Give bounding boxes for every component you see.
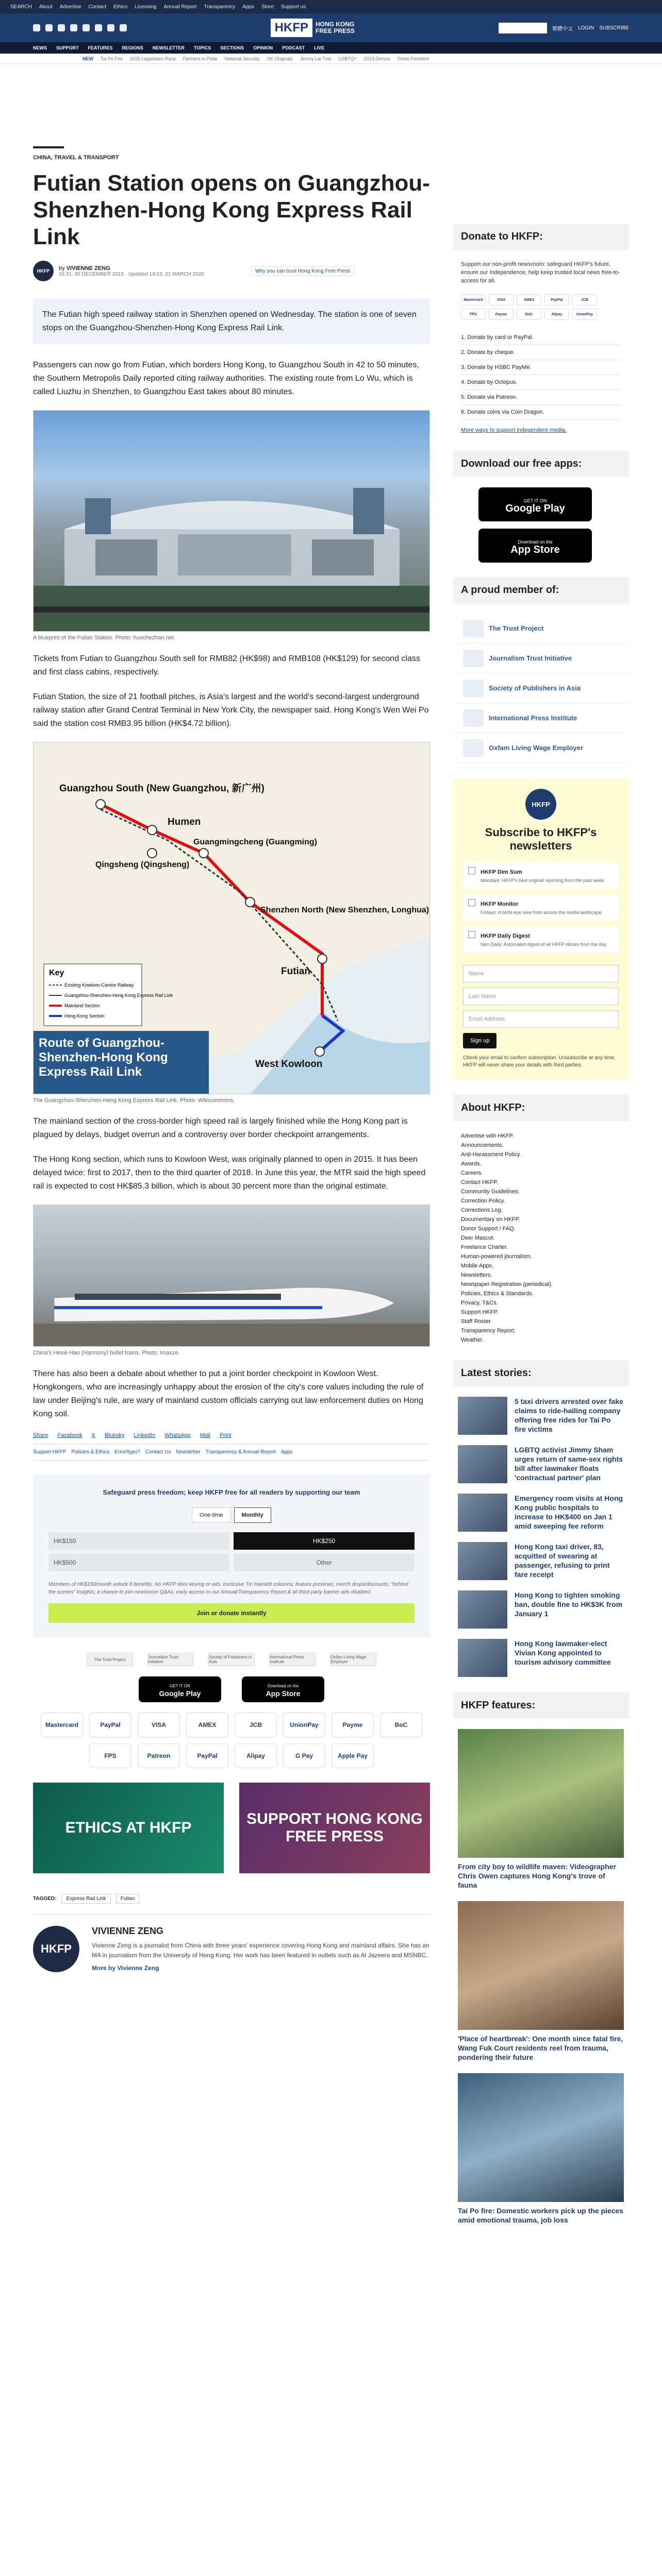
card-logo: Alipay <box>544 309 569 320</box>
google-play-button[interactable]: GET IT ON Google Play <box>139 1676 221 1702</box>
amount-options <box>48 1532 415 1571</box>
map-title: Route of Guangzhou-Shenzhen-Hong Kong Express Rail Link <box>39 1036 168 1079</box>
map-station-label: Qingsheng (Qingsheng) <box>95 860 190 869</box>
feature-photo <box>458 1729 624 1858</box>
futian-station-render-image <box>33 410 430 632</box>
sidebar-app-buttons <box>453 487 629 563</box>
checkbox[interactable] <box>468 867 475 874</box>
station-illustration <box>34 411 430 632</box>
topbar-advertise[interactable]: Advertise <box>59 4 81 10</box>
about-link[interactable]: Careers. <box>461 1170 483 1176</box>
newsletter-fineprint: Check your email to confirm subscription. Unsubscribe at any time. HKFP will never share your details with third parties. <box>463 1055 616 1068</box>
amount-option[interactable]: HK$500 <box>48 1554 229 1571</box>
header <box>0 13 662 42</box>
apps-heading: Download our free apps: <box>453 451 629 477</box>
feature-photo <box>458 2073 624 2202</box>
topbar-about[interactable]: About <box>39 4 53 10</box>
trust-project-icon <box>463 620 484 637</box>
about-link[interactable]: Correction Policy. <box>461 1198 505 1204</box>
nav-sections[interactable]: SECTIONS <box>220 45 244 50</box>
logo-text: HONG KONG FREE PRESS <box>316 21 355 35</box>
promo-tiles <box>33 1783 430 1873</box>
nav-features[interactable]: FEATURES <box>88 45 113 50</box>
rail-link-map-image <box>33 742 430 1094</box>
card-logo: VISA <box>489 294 514 306</box>
train-illustration <box>34 1205 430 1347</box>
map-key-item: Hong Kong Section <box>64 1013 105 1019</box>
app-store-buttons <box>33 1676 430 1702</box>
latest-story[interactable]: 5 taxi drivers arrested over fake claims to ride-hailing company offering free rides for Tai Po fire victims <box>453 1397 629 1435</box>
trust-project-logo[interactable]: The Trust Project <box>87 1653 133 1666</box>
payment-logo: Patreon <box>138 1743 180 1768</box>
card-logo: Mastercard <box>461 294 486 306</box>
logo-mark: HKFP <box>271 19 312 37</box>
payment-logo: BoC <box>380 1713 422 1737</box>
amount-option[interactable]: HK$150 <box>48 1532 229 1550</box>
map-station-label: Guangmingcheng (Guangming) <box>193 838 317 846</box>
feature-stories <box>453 1729 629 2225</box>
facebook-icon[interactable] <box>33 24 40 31</box>
member-ipi[interactable]: International Press Institute <box>453 703 629 733</box>
tags <box>33 1894 437 1904</box>
card-logo: Payme <box>489 309 514 320</box>
member-jti[interactable]: Journalism Trust Initiative <box>453 643 629 673</box>
author-box <box>33 1914 430 1972</box>
feature-photo <box>458 1901 624 2030</box>
donate-heading: Donate to HKFP: <box>453 224 629 250</box>
topbar-support[interactable]: Support us <box>280 4 306 10</box>
feature-story[interactable]: From city boy to wildlife maven: Videographer Chris Owen captures Hong Kong's trove of fauna <box>453 1729 629 1890</box>
story-thumbnail <box>458 1445 507 1483</box>
nav-topics[interactable]: TOPICS <box>193 45 211 50</box>
about-links <box>453 1131 629 1345</box>
share-mail[interactable]: Mail <box>200 1432 211 1438</box>
member-logos <box>33 1653 430 1666</box>
instagram-icon[interactable] <box>58 24 65 31</box>
about-link[interactable]: Community Guidelines. <box>461 1189 520 1195</box>
join-donate-button[interactable]: Join or donate instantly <box>48 1603 415 1623</box>
email-field[interactable]: Email Address <box>463 1010 619 1028</box>
trending-link[interactable]: Jimmy Lai Trial <box>300 56 332 61</box>
card-logo: FPS <box>461 309 486 320</box>
latest-stories <box>453 1397 629 1677</box>
author-box-avatar: HKFP <box>33 1926 79 1972</box>
subscribe-link[interactable]: SUBSCRIBE <box>599 25 629 31</box>
donate-way-link[interactable]: 2. Donate by cheque. <box>461 345 621 360</box>
threads-icon[interactable] <box>70 24 77 31</box>
story-thumbnail <box>458 1397 507 1435</box>
card-logo: UnionPay <box>572 309 597 320</box>
article-paragraph: The Hong Kong section, which runs to Kowloon West, was originally planned to open in 2015. It has been delayed twice: first to 2017, then to the third quarter of 2018. In June this year, the MTR said the high speed rail is expected to cost HK$85.3 billion, which is about 30 percent more than the original estimate. <box>33 1155 426 1191</box>
newsletter-heading: Subscribe to HKFP's newsletters <box>485 826 597 852</box>
article-footer-links <box>33 1444 430 1461</box>
article-category[interactable]: CHINA, TRAVEL & TRANSPORT <box>33 146 64 161</box>
payment-logo: G Pay <box>283 1743 325 1768</box>
trending-link[interactable]: HK Originals <box>267 56 293 61</box>
tag[interactable]: Futian <box>116 1894 140 1904</box>
payment-logo: Apple Pay <box>332 1743 374 1768</box>
author-bio: Vivienne Zeng is a journalist from China with three years' experience covering Hong Kong and mainland affairs. She has an MA in journalism from the University of Hong Kong. Her work has been featured in outlets such as Al Jazeera and MSNBC. <box>92 1942 429 1959</box>
donate-way-link[interactable]: 6. Donate coins via Coin Dragon. <box>461 405 621 420</box>
newsletter-option[interactable]: HKFP Daily Digest 9am Daily: Automated digest of all HKFP stories from the day. <box>463 926 619 953</box>
x-icon[interactable] <box>45 24 53 31</box>
features-heading: HKFP features: <box>453 1692 629 1719</box>
story-thumbnail <box>458 1494 507 1532</box>
sopa-icon <box>463 680 484 697</box>
payment-logo: PayPal <box>186 1743 228 1768</box>
utility-bar <box>0 0 662 13</box>
about-link[interactable]: Support HKFP. <box>461 1309 499 1315</box>
donation-widget <box>33 1474 430 1637</box>
last-name-field[interactable]: Last Name <box>463 988 619 1005</box>
ipi-logo[interactable]: International Press Institute <box>269 1653 316 1666</box>
proud-member-heading: A proud member of: <box>453 577 629 603</box>
amount-other[interactable]: Other <box>234 1554 415 1571</box>
jti-logo[interactable]: Journalism Trust Initiative <box>147 1653 194 1666</box>
map-key-item: Existing Kowloon-Canton Railway <box>64 982 134 988</box>
footer-link[interactable]: Support HKFP <box>33 1449 67 1455</box>
share-x[interactable]: X <box>91 1432 96 1438</box>
topbar-apps[interactable]: Apps <box>242 4 254 10</box>
footer-link[interactable]: Transparency & Annual Report <box>205 1449 276 1455</box>
tag[interactable]: Express Rail Link <box>61 1894 110 1904</box>
article-paragraph: There has also been a debate about whether to put a joint border checkpoint in Kowloon West. Hongkongers, who are increasingly unhappy about the erosion of the city's core values including the rule of law under Beijing's rule, are wary of mainland custom officials carrying out law enforcement duties on Hong Kong soil. <box>33 1369 424 1418</box>
about-link[interactable]: Documentary on HKFP. <box>461 1216 520 1223</box>
nav-opinion[interactable]: OPINION <box>253 45 273 50</box>
nav-live[interactable]: LIVE <box>314 45 325 50</box>
support-hkfp-button[interactable]: SUPPORT HKFP <box>499 23 547 33</box>
share-whatsapp[interactable]: WhatsApp <box>164 1432 191 1438</box>
donate-way-link[interactable]: 5. Donate via Patreon. <box>461 390 621 405</box>
topbar-licensing[interactable]: Licensing <box>135 4 157 10</box>
map-station-label: Shenzhen North (New Shenzhen, Longhua) <box>260 906 429 914</box>
map-station-label: West Kowloon <box>255 1059 323 1070</box>
first-name-field[interactable]: Name <box>463 965 619 982</box>
footer-link[interactable]: Apps <box>280 1449 293 1455</box>
about-link[interactable]: Policies, Ethics & Standards. <box>461 1291 534 1297</box>
article-paragraph: The mainland section of the cross-border high speed rail is largely finished while the Hong Kong part is plagued by delays, budget overrun and a controversy over border checkpoint arrangements. <box>33 1117 408 1139</box>
map-key-title: Key <box>49 969 64 977</box>
amount-option-selected[interactable]: HK$250 <box>234 1532 415 1550</box>
share-linkedin[interactable]: LinkedIn <box>134 1432 156 1438</box>
latest-story[interactable]: Hong Kong taxi driver, 83, acquitted of swearing at passenger, refusing to print fare receipt <box>453 1542 629 1580</box>
author-name[interactable]: by VIVIENNE ZENG <box>59 265 110 272</box>
card-logo: AMEX <box>517 294 541 306</box>
article-title: Futian Station opens on Guangzhou-Shenzhen-Hong Kong Express Rail Link <box>33 171 430 249</box>
support-promo[interactable]: SUPPORT HONG KONG FREE PRESS <box>239 1783 430 1873</box>
trending-link[interactable]: 2025 Legislative Race <box>130 56 176 61</box>
story-thumbnail <box>458 1639 507 1677</box>
payment-logo: AMEX <box>186 1713 228 1737</box>
payment-logo: PayPal <box>89 1713 131 1737</box>
footer-link[interactable]: Newsletter <box>176 1449 201 1455</box>
trust-link[interactable]: Why you can trust Hong Kong Free Press <box>251 266 355 276</box>
donate-way-link[interactable]: 3. Donate by HSBC PayMe. <box>461 360 621 375</box>
trending-link[interactable]: Partners in Pride <box>183 56 218 61</box>
about-link[interactable]: Donor Support / FAQ. <box>461 1226 516 1232</box>
ipi-icon <box>463 709 484 727</box>
share-facebook[interactable]: Facebook <box>57 1432 82 1438</box>
topbar-store[interactable]: Store <box>261 4 274 10</box>
about-link[interactable]: Anti-Harassment Policy. <box>461 1151 521 1158</box>
about-link[interactable]: Newspaper Registration (periodical). <box>461 1281 553 1287</box>
monthly-option[interactable]: Monthly <box>234 1507 271 1523</box>
site-logo[interactable] <box>271 19 355 37</box>
about-link[interactable]: Awards. <box>461 1161 482 1167</box>
nav-newsletter[interactable]: NEWSLETTER <box>152 45 185 50</box>
donation-heading: Safeguard press freedom; keep HKFP free for all readers by supporting our team <box>103 1488 360 1496</box>
latest-story[interactable]: LGBTQ activist Jimmy Sham urges return of same-sex rights bill after lawmaker floats 'contractual partner' plan <box>453 1445 629 1483</box>
topbar-search[interactable]: SEARCH <box>10 4 32 10</box>
trending-link[interactable]: National Security <box>224 56 260 61</box>
oxfam-logo[interactable]: Oxfam Living Wage Employer <box>330 1653 376 1666</box>
donate-way-link[interactable]: 4. Donate by Octopus. <box>461 375 621 390</box>
payment-methods <box>33 1713 430 1768</box>
payment-logo: Alipay <box>235 1743 277 1768</box>
more-by-author-link[interactable]: More by Vivienne Zeng <box>92 1964 159 1972</box>
frequency-toggle <box>48 1507 415 1523</box>
one-time-option[interactable]: One-time <box>192 1507 230 1523</box>
trending-link[interactable]: Press Freedom <box>397 56 429 61</box>
share-bar <box>33 1432 437 1438</box>
newsletter-option[interactable]: HKFP Dim Sum Mondays: HKFP's best original reporting from the past week. <box>463 862 619 889</box>
about-link[interactable]: Deer Mascot. <box>461 1235 495 1241</box>
about-link[interactable]: Contact HKFP. <box>461 1179 498 1185</box>
rss-icon[interactable] <box>120 24 127 31</box>
card-logo: JCB <box>572 294 597 306</box>
topbar-transparency[interactable]: Transparency <box>204 4 236 10</box>
nav-news[interactable]: NEWS <box>33 45 47 50</box>
share-print[interactable]: Print <box>220 1432 231 1438</box>
topbar-contact[interactable]: Contact <box>88 4 106 10</box>
payment-logo: VISA <box>138 1713 180 1737</box>
about-link[interactable]: Advertise with HKFP. <box>461 1133 514 1139</box>
about-link[interactable]: Mobile Apps. <box>461 1263 493 1269</box>
map-key-item: Mainland Section <box>64 1003 101 1008</box>
trending-new-label: NEW <box>82 56 93 61</box>
nav-podcast[interactable]: PODCAST <box>282 45 305 50</box>
article-paragraph: Passengers can now go from Futian, which borders Hong Kong, to Guangzhou South in 42 to 50 minutes, the Southern Metropolis Daily reported citing railway authorities. The existing route from Lo Wu, which is called Liuzhu in Shenzhen, to Guangzhou East takes about 80 minutes. <box>33 361 419 396</box>
member-list <box>453 614 629 763</box>
map-station-label: Futian <box>281 966 310 977</box>
map-station-label: Humen <box>168 817 201 827</box>
login-link[interactable]: LOGIN <box>578 25 594 31</box>
about-link[interactable]: Human-powered journalism. <box>461 1253 532 1260</box>
payment-logo: Mastercard <box>41 1713 83 1737</box>
about-link[interactable]: Announcements. <box>461 1142 504 1148</box>
share-button[interactable]: Share <box>33 1432 48 1438</box>
youtube-icon[interactable] <box>95 24 102 31</box>
topbar-annual-report[interactable]: Annual Report <box>163 4 197 10</box>
payment-logo: UnionPay <box>283 1713 325 1737</box>
about-link[interactable]: Transparency Report. <box>461 1328 516 1334</box>
donate-card-logos <box>453 294 629 320</box>
sidebar-app-store-button[interactable]: Download on the App Store <box>478 529 592 563</box>
article-lead: The Futian high speed railway station in Shenzhen opened on Wednesday. The station is one of seven stops on the Guangzhou-Shenzhen-Hong Kong Express Rail Link. <box>33 299 430 344</box>
latest-heading: Latest stories: <box>453 1360 629 1386</box>
donate-ways <box>453 330 629 420</box>
checkbox[interactable] <box>468 931 475 938</box>
nav-support[interactable]: SUPPORT <box>56 45 79 50</box>
more-ways-link[interactable]: More ways to support independent media. <box>461 427 567 433</box>
article <box>33 146 437 1972</box>
image-caption: China's Hexie Hao (Harmony) bullet trains. Photo: Imaxze. <box>33 1350 180 1356</box>
footer-link[interactable]: Error/typo? <box>114 1449 140 1455</box>
image-caption: A blueprint of the Futian Station. Photo: huochezhan.net. <box>33 635 175 641</box>
payment-logo: FPS <box>89 1743 131 1768</box>
rail-map <box>34 742 430 1094</box>
about-link[interactable]: Newsletters. <box>461 1272 492 1278</box>
article-dates: 16:31, 30 DECEMBER 2015 · Updated 19:13, 21 MARCH 2020 <box>59 271 204 277</box>
app-store-button[interactable]: Download on the App Store <box>242 1676 324 1702</box>
article-paragraph: Futian Station, the size of 21 football pitches, is Asia's largest and the world's second-largest underground railway station after Grand Central Terminal in New York City, the newspaper said. Hong Kong's Wen Wei Po said the station cost RMB3.95 billion (HK$4.72 billion). <box>33 692 429 728</box>
map-station-label: Guangzhou South (New Guangzhou, 新广州) <box>59 783 264 794</box>
feature-story[interactable]: 'Place of heartbreak': One month since fatal fire, Wang Fuk Court residents reel from trauma, pondering their future <box>453 1901 629 2062</box>
jti-icon <box>463 650 484 667</box>
signup-button[interactable]: Sign up <box>463 1033 496 1048</box>
member-sopa[interactable]: Society of Publishers in Asia <box>453 673 629 703</box>
feature-story[interactable]: Tai Po fire: Domestic workers pick up the pieces amid emotional trauma, job loss <box>453 2073 629 2225</box>
share-bluesky[interactable]: Bluesky <box>105 1432 125 1438</box>
trending-link[interactable]: Tai Po Fire <box>101 56 123 61</box>
article-paragraph: Tickets from Futian to Guangzhou South sell for RMB82 (HK$98) and RMB108 (HK$129) for second class and first class cabins, respectively. <box>33 654 420 676</box>
latest-story[interactable]: Hong Kong to tighten smoking ban, double fine to HK$3K from January 1 <box>453 1590 629 1629</box>
member-oxfam[interactable]: Oxfam Living Wage Employer <box>453 733 629 763</box>
sidebar <box>453 146 629 2236</box>
image-caption: The Guangzhou-Shenzhen-Hong Kong Express Rail Link. Photo: Wikicommons. <box>33 1097 235 1104</box>
about-link[interactable]: Corrections Log. <box>461 1207 503 1213</box>
tags-label: TAGGED: <box>33 1896 57 1902</box>
sidebar-google-play-button[interactable]: GET IT ON Google Play <box>478 487 592 521</box>
newsletter-signup <box>453 778 629 1079</box>
author-box-name[interactable]: VIVIENNE ZENG <box>92 1926 164 1936</box>
story-thumbnail <box>458 1542 507 1580</box>
bluesky-icon[interactable] <box>82 24 90 31</box>
trending-link[interactable]: LGBTQ+ <box>338 56 357 61</box>
author-avatar: HKFP <box>33 261 54 281</box>
about-heading: About HKFP: <box>453 1095 629 1121</box>
latest-story[interactable]: Emergency room visits at Hong Kong public hospitals to increase to HK$400 on Jan 1 amid sweeping fee reform <box>453 1494 629 1532</box>
payment-logo: Payme <box>332 1713 374 1737</box>
map-key-item: Guangzhou-Shenzhen-Hong Kong Express Rail Link <box>64 993 173 998</box>
footer-link[interactable]: Contact Us <box>145 1449 171 1455</box>
newsletter-logo: HKFP <box>525 789 556 820</box>
header-actions <box>499 23 629 33</box>
payment-logo: JCB <box>235 1713 277 1737</box>
about-link[interactable]: Staff Roster. <box>461 1318 492 1325</box>
card-logo: PayPal <box>544 294 569 306</box>
about-link[interactable]: Freelance Charter. <box>461 1244 508 1250</box>
sopa-logo[interactable]: Society of Publishers in Asia <box>208 1653 255 1666</box>
story-thumbnail <box>458 1590 507 1629</box>
language-link[interactable]: 繁體中文 <box>552 26 573 32</box>
main-nav <box>0 42 662 54</box>
newsletter-option[interactable]: HKFP Monitor Fridays: A birds-eye view from across the media landscape. <box>463 894 619 921</box>
about-link[interactable]: Weather. <box>461 1337 484 1343</box>
member-trust-project[interactable]: The Trust Project <box>453 614 629 643</box>
trending-bar <box>0 54 662 64</box>
oxfam-icon <box>463 739 484 757</box>
social-icons <box>33 24 127 31</box>
topbar-ethics[interactable]: Ethics <box>113 4 128 10</box>
about-link[interactable]: Privacy, T&Cs. <box>461 1300 498 1306</box>
membership-benefits: Members of HK$150/month unlock 8 benefits: No HKFP door-keying or ads; exclusive Tin Hamlett columns; feature previews; merch drops/discounts; "behind the scenes" insights; a chance to join newsroom Q&As; early access to our Annual/Transparency Report & all third-party banner ads disabled. <box>48 1582 408 1595</box>
footer-link[interactable]: Policies & Ethics <box>71 1449 110 1455</box>
donate-way-link[interactable]: 1. Donate by card or PayPal. <box>461 330 621 345</box>
bullet-train-image <box>33 1205 430 1347</box>
ethics-promo[interactable]: ETHICS AT HKFP <box>33 1783 224 1873</box>
latest-story[interactable]: Hong Kong lawmaker-elect Vivian Kong appointed to tourism advisory committee <box>453 1639 629 1677</box>
mail-icon[interactable] <box>107 24 114 31</box>
byline <box>33 261 437 281</box>
donate-intro[interactable]: Support our non-profit newsroom: safeguard HKFP's future, ensure our independence, help keep trusted local news free-to-access for all. <box>461 261 620 284</box>
nav-regions[interactable]: REGIONS <box>122 45 143 50</box>
checkbox[interactable] <box>468 899 475 906</box>
trending-link[interactable]: 2019 Demos <box>363 56 390 61</box>
card-logo: BoC <box>517 309 541 320</box>
